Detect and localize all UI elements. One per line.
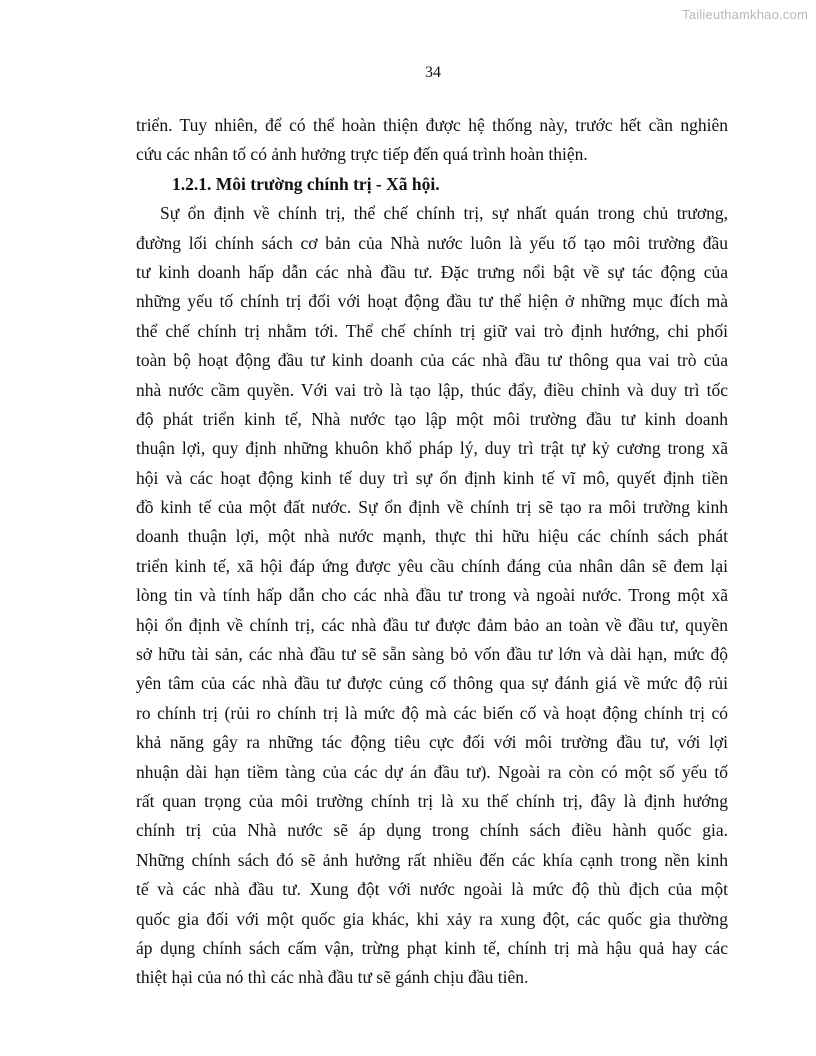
text-line: thuận lợi, quy định những khuôn khổ pháp lý, duy trì trật tự kỷ cương trong xã (136, 438, 728, 459)
text-line: đường lối chính sách cơ bản của Nhà nước luôn là yếu tố tạo môi trường đầu (136, 232, 728, 253)
text-line: quốc gia đối với một quốc gia khác, khi xảy ra xung đột, các quốc gia thường (136, 908, 728, 929)
text-line: yên tâm của các nhà đầu tư được củng cố thông qua sự đánh giá về mức độ rủi (136, 673, 728, 694)
text-line: độ phát triển kinh tế, Nhà nước tạo lập một môi trường đầu tư kinh doanh (136, 408, 728, 429)
text-line: nhà nước cầm quyền. Với vai trò là tạo lập, thúc đẩy, điều chỉnh và duy trì tốc (136, 379, 728, 400)
text-line: nhuận dài hạn tiềm tàng của các dự án đầu tư). Ngoài ra còn có một số yếu tố (136, 761, 728, 782)
text-line: triển. Tuy nhiên, để có thể hoàn thiện được hệ thống này, trước hết cần nghiên (136, 115, 728, 135)
text-line: tư kinh doanh hấp dẫn các nhà đầu tư. Đặc trưng nổi bật về sự tác động của (136, 261, 728, 282)
page-number: 34 (425, 64, 441, 81)
text-line: thể chế chính trị nhằm tới. Thể chế chính trị giữ vai trò định hướng, chi phối (136, 320, 728, 341)
text-line: sở hữu tài sản, các nhà đầu tư sẽ sẵn sàng bỏ vốn đầu tư lớn và dài hạn, mức độ (136, 644, 728, 665)
text-line: doanh thuận lợi, một nhà nước mạnh, thực thi hữu hiệu các chính sách phát (136, 526, 728, 547)
text-line: ro chính trị (rủi ro chính trị là mức độ mà các biến cố và hoạt động chính trị có (136, 702, 728, 723)
text-line: cứu các nhân tố có ảnh hưởng trực tiếp đến quá trình hoàn thiện. (136, 144, 588, 165)
text-line: thiệt hại của nó thì các nhà đầu tư sẽ gánh chịu đầu tiên. (136, 967, 529, 988)
text-line: đồ kinh tế của một đất nước. Sự ổn định về chính trị sẽ tạo ra môi trường kinh (136, 497, 728, 518)
text-line: Sự ổn định về chính trị, thể chế chính trị, sự nhất quán trong chủ trương, (160, 203, 728, 224)
section-heading: 1.2.1. Môi trường chính trị - Xã hội. (172, 173, 440, 194)
watermark: Tailieuthamkhao.com (682, 7, 808, 22)
text-line: toàn bộ hoạt động đầu tư kinh doanh của các nhà đầu tư thông qua vai trò của (136, 350, 728, 371)
document-body (136, 111, 728, 993)
text-line: khả năng gây ra những tác động tiêu cực đối với môi trường đầu tư, với lợi (136, 732, 728, 753)
text-line: chính trị của Nhà nước sẽ áp dụng trong chính sách điều hành quốc gia. (136, 820, 728, 841)
text-line: hội ổn định về chính trị, các nhà đầu tư được đảm bảo an toàn về đầu tư, quyền (136, 614, 728, 635)
text-line: triển kinh tế, xã hội đáp ứng được yêu cầu chính đáng của nhân dân sẽ đem lại (136, 555, 728, 576)
text-line: lòng tin và tính hấp dẫn cho các nhà đầu tư trong và ngoài nước. Trong một xã (136, 585, 728, 606)
text-line: rất quan trọng của môi trường chính trị là xu thế chính trị, đây là định hướng (136, 790, 728, 811)
text-line: áp dụng chính sách cấm vận, trừng phạt kinh tế, chính trị mà hậu quả hay các (136, 937, 728, 958)
text-line: tế và các nhà đầu tư. Xung đột với nước ngoài là mức độ thù địch của một (136, 879, 728, 900)
text-line: những yếu tố chính trị đối với hoạt động đầu tư thể hiện ở những mục đích mà (136, 291, 728, 312)
text-line: Những chính sách đó sẽ ảnh hưởng rất nhiều đến các khía cạnh trong nền kinh (136, 849, 728, 870)
text-line: hội và các hoạt động kinh tế duy trì sự ổn định kinh tế vĩ mô, quyết định tiền (136, 467, 728, 488)
